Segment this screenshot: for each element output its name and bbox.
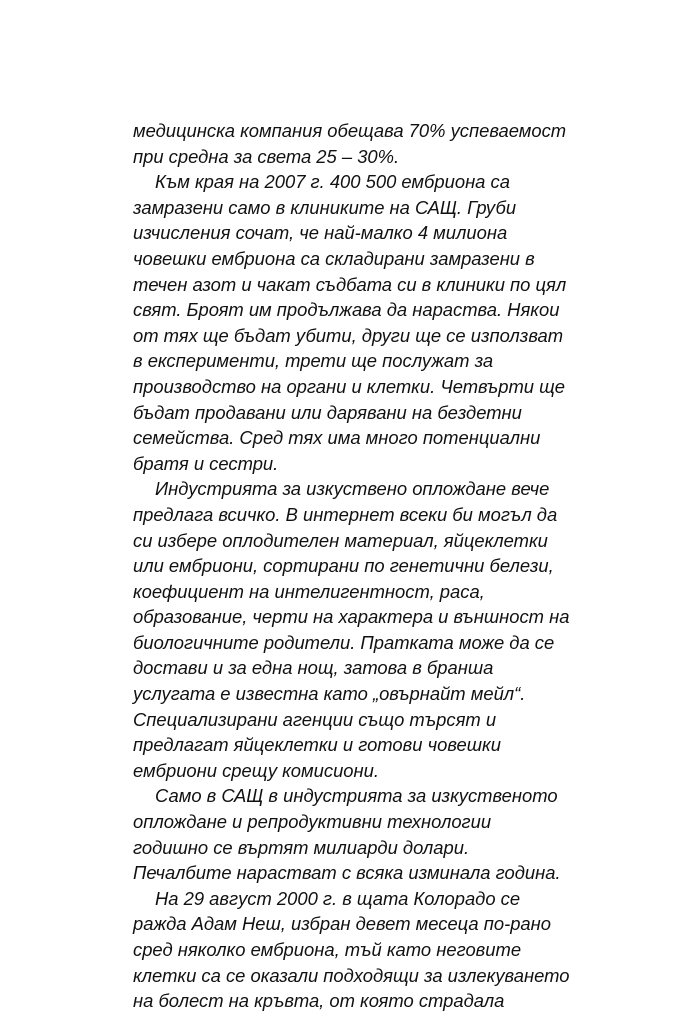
text-line: или ембриони, сортирани по генетични белези, <box>133 555 554 577</box>
text-line: свят. Броят им продължава да нараства. Някои <box>133 299 560 321</box>
text-line: коефициент на интелигентност, раса, <box>133 580 485 602</box>
text-line: течен азот и чакат съдбата си в клиники по цял <box>133 273 567 295</box>
text-line: в експерименти, трети ще послужат за <box>133 350 494 372</box>
paragraph-first-line: На 29 август 2000 г. в щата Колорадо се <box>155 887 521 909</box>
text-line: предлага всичко. В интернет всеки би могъл да <box>133 503 558 525</box>
text-line: достави и за една нощ, затова в бранша <box>133 657 494 679</box>
paragraph-first-line: Само в САЩ в индустрията за изкуственото <box>155 785 558 807</box>
text-line: бъдат продавани или дарявани на бездетни <box>133 401 522 423</box>
text-line: от тях ще бъдат убити, други ще се използват <box>133 324 564 346</box>
text-line: клетки са се оказали подходящи за излекуването <box>133 964 570 986</box>
paragraph-first-line: Към края на 2007 г. 400 500 ембриона са <box>155 171 510 193</box>
text-line: биологичните родители. Пратката може да се <box>133 631 555 653</box>
text-line: си избере оплодителен материал, яйцеклетки <box>133 529 548 551</box>
text-line: предлагат яйцеклетки и готови човешки <box>133 734 501 756</box>
text-line: Специализирани агенции също търсят и <box>133 708 497 730</box>
text-line: услугата е известна като „овърнайт мейл“. <box>133 683 526 705</box>
text-line: ражда Адам Неш, избран девет месеца по-рано <box>133 913 552 935</box>
text-line: медицинска компания обещава 70% успеваемост <box>133 120 567 141</box>
text-line: Печалбите нарастват с всяка изминала година. <box>133 862 561 884</box>
text-line: семейства. Сред тях има много потенциални <box>133 427 541 449</box>
text-line: оплождане и репродуктивни технологии <box>133 811 492 833</box>
text-line: изчисления сочат, че най-малко 4 милиона <box>133 222 508 244</box>
body-text <box>133 118 583 1014</box>
text-line: при средна за света 25 – 30%. <box>133 145 400 167</box>
text-line: годишно се въртят милиарди долари. <box>133 836 470 858</box>
paragraph-first-line: Индустрията за изкуствено оплождане вече <box>155 478 550 500</box>
text-line: производство на органи и клетки. Четвърти ще <box>133 375 565 397</box>
text-line: замразени само в клиниките на САЩ. Груби <box>133 196 517 218</box>
text-line: човешки ембриона са складирани замразени в <box>133 247 535 269</box>
text-line: сред няколко ембриона, тъй като неговите <box>133 939 522 960</box>
text-line: образование, черти на характера и външност на <box>133 606 570 628</box>
text-line: на болест на кръвта, от която страдала <box>133 990 505 1012</box>
text-line: братя и сестри. <box>133 452 279 474</box>
text-line: ембриони срещу комисиони. <box>133 759 379 781</box>
